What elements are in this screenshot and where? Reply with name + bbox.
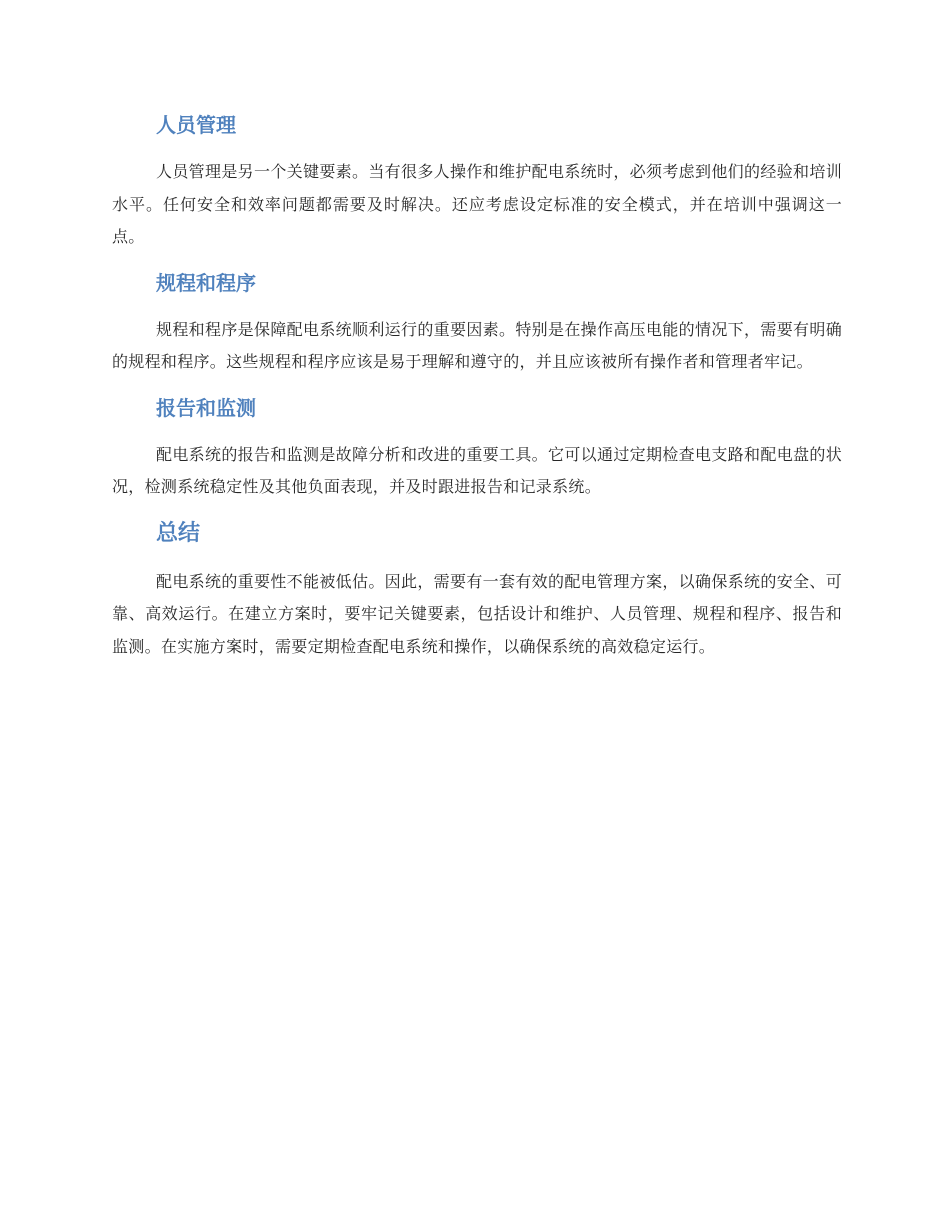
section-paragraph: 配电系统的报告和监测是故障分析和改进的重要工具。它可以通过定期检查电支路和配电盘的状况，检测系统稳定性及其他负面表现，并及时跟进报告和记录系统。 [112, 444, 842, 496]
section-reporting-monitoring [112, 391, 842, 504]
section-heading: 规程和程序 [156, 270, 256, 295]
section-heading: 总结 [156, 520, 201, 546]
section-paragraph: 规程和程序是保障配电系统顺利运行的重要因素。特别是在操作高压电能的情况下，需要有明确的规程和程序。这些规程和程序应该是易于理解和遵守的，并且应该被所有操作者和管理者牢记。 [112, 319, 842, 371]
section-paragraph: 人员管理是另一个关键要素。当有很多人操作和维护配电系统时，必须考虑到他们的经验和培训水平。任何安全和效率问题都需要及时解决。还应考虑设定标准的安全模式，并在培训中强调这一点。 [112, 162, 842, 246]
section-heading: 报告和监测 [156, 395, 256, 420]
document-page [112, 108, 842, 675]
section-heading: 人员管理 [156, 113, 236, 137]
section-procedures [112, 266, 842, 379]
section-paragraph: 配电系统的重要性不能被低估。因此，需要有一套有效的配电管理方案，以确保系统的安全、可靠、高效运行。在建立方案时，要牢记关键要素，包括设计和维护、人员管理、规程和程序、报告和监测。在实施方案时，需要定期检查配电系统和操作，以确保系统的高效稳定运行。 [112, 571, 842, 656]
section-personnel-management [112, 108, 842, 254]
section-summary [112, 516, 842, 664]
